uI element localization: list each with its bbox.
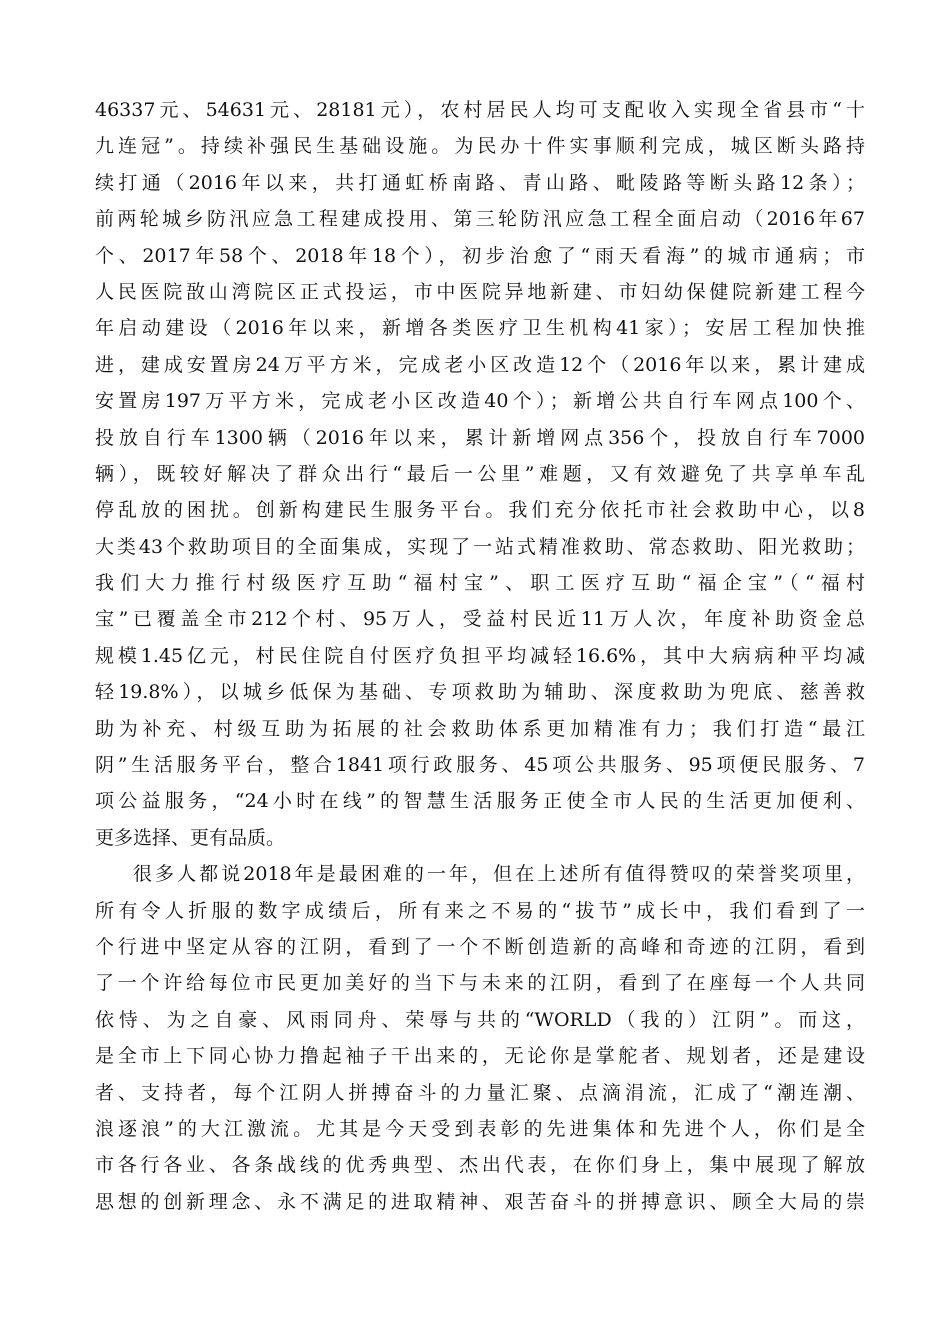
text-line: 九连冠”。持续补强民生基础设施。为民办十件实事顺利完成，城区断头路持 (95, 135, 865, 158)
text-line: 年启动建设（2016年以来，新增各类医疗卫生机构41家）；安居工程加快推 (95, 317, 865, 340)
text-line: 市各行各业、各条战线的优秀典型、杰出代表，在你们身上，集中展现了解放 (95, 1154, 865, 1177)
text-line: 大类43个救助项目的全面集成，实现了一站式精准救助、常态救助、阳光救助； (95, 535, 865, 558)
text-line: 辆），既较好解决了群众出行“最后一公里”难题，又有效避免了共享单车乱 (95, 462, 865, 485)
paragraph-1 (95, 92, 865, 856)
text-line: 进，建成安置房24万平方米，完成老小区改造12个（2016年以来，累计建成 (95, 353, 865, 376)
text-line: 安置房197万平方米，完成老小区改造40个）；新增公共自行车网点100个、 (95, 390, 865, 413)
text-line: 了一个许给每位市民更加美好的当下与未来的江阴，看到了在座每一个人共同 (95, 972, 865, 995)
text-line: 我们大力推行村级医疗互助“福村宝”、职工医疗互助“福企宝”（“福村 (95, 572, 865, 595)
text-line: 阴”生活服务平台，整合1841项行政服务、45项公共服务、95项便民服务、7 (95, 754, 865, 777)
text-line: 人民医院敔山湾院区正式投运，市中医院异地新建、市妇幼保健院新建工程今 (95, 280, 865, 303)
text-line: 依恃、为之自豪、风雨同舟、荣辱与共的“WORLD（我的）江阴”。而这， (95, 1008, 865, 1031)
text-line: 更多选择、更有品质。 (95, 826, 286, 849)
text-line: 很多人都说2018年是最困难的一年，但在上述所有值得赞叹的荣誉奖项里， (133, 863, 865, 886)
text-line: 项公益服务，“24小时在线”的智慧生活服务正使全市人民的生活更加便利、 (95, 790, 865, 813)
text-line: 浪逐浪”的大江激流。尤其是今天受到表彰的先进集体和先进个人，你们是全 (95, 1117, 865, 1140)
text-line: 个、2017年58个、2018年18个），初步治愈了“雨天看海”的城市通病；市 (95, 244, 865, 267)
text-line: 者、支持者，每个江阴人拼搏奋斗的力量汇聚、点滴涓流，汇成了“潮连潮、 (95, 1081, 865, 1104)
text-line: 前两轮城乡防汛应急工程建成投用、第三轮防汛应急工程全面启动（2016年67 (95, 208, 865, 231)
text-line: 思想的创新理念、永不满足的进取精神、艰苦奋斗的拼搏意识、顾全大局的崇 (95, 1190, 865, 1213)
text-line: 所有令人折服的数字成绩后，所有来之不易的“拔节”成长中，我们看到了一 (95, 899, 865, 922)
text-line: 个行进中坚定从容的江阴，看到了一个不断创造新的高峰和奇迹的江阴，看到 (95, 935, 865, 958)
text-line: 停乱放的困扰。创新构建民生服务平台。我们充分依托市社会救助中心，以8 (95, 499, 865, 522)
text-line: 助为补充、村级互助为拓展的社会救助体系更加精准有力；我们打造“最江 (95, 717, 865, 740)
text-line: 46337元、54631元、28181元），农村居民人均可支配收入实现全省县市“十 (95, 99, 865, 121)
text-line: 宝”已覆盖全市212个村、95万人，受益村民近11万人次，年度补助资金总 (95, 608, 865, 631)
document-body (95, 92, 865, 1220)
text-line: 投放自行车1300辆（2016年以来，累计新增网点356个，投放自行车7000 (95, 426, 865, 449)
text-line: 规模1.45亿元，村民住院自付医疗负担平均减轻16.6%，其中大病病种平均减 (95, 644, 865, 667)
text-line: 轻19.8%），以城乡低保为基础、专项救助为辅助、深度救助为兜底、慈善救 (95, 681, 865, 704)
text-line: 是全市上下同心协力撸起袖子干出来的，无论你是掌舵者、规划者，还是建设 (95, 1045, 865, 1068)
text-line: 续打通（2016年以来，共打通虹桥南路、青山路、毗陵路等断头路12条）； (95, 171, 865, 194)
paragraph-2 (95, 856, 865, 1220)
